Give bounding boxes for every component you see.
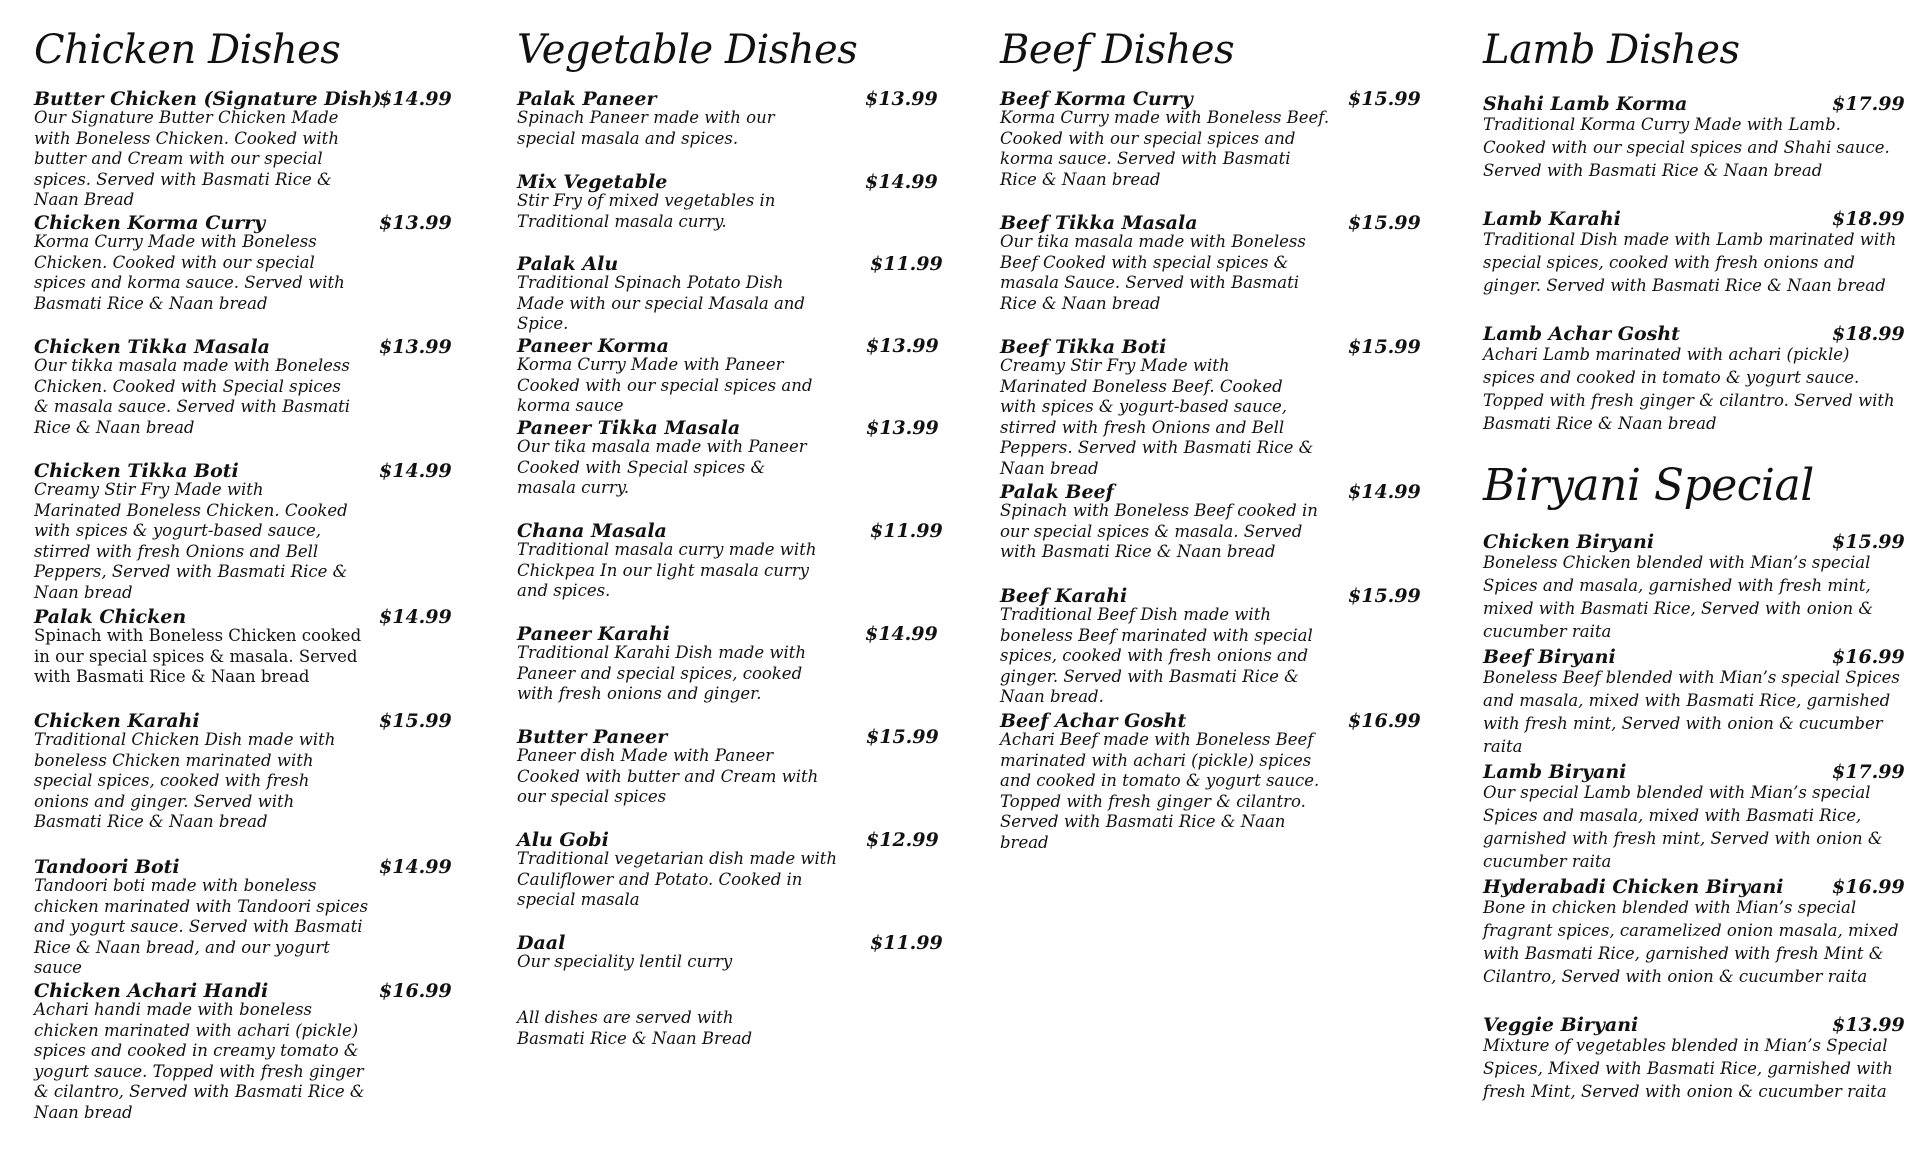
- item-description: Traditional Beef Dish made with boneless Beef marinated with special spices, cooked with fresh onions and ginger. Served with Basmati Rice & Naan bread.: [1000, 605, 1313, 707]
- item-description: Traditional Chicken Dish made with boneless Chicken marinated with special spices, cooked with fresh onions and ginger. Served with Basmati Rice & Naan bread: [34, 730, 336, 832]
- item-description: Bone in chicken blended with Mian’s special fragrant spices, caramelized onion masala, mixed with Basmati Rice, garnished with fresh Mint & Cilantro, Served with onion & cucumber raita: [1483, 898, 1899, 986]
- item-price: $14.99: [865, 171, 938, 193]
- item-price: $12.99: [866, 829, 939, 851]
- item-name: Chicken Tikka Boti: [34, 460, 239, 482]
- item-name: Chana Masala: [517, 520, 667, 542]
- item-price: $14.99: [865, 623, 938, 645]
- item-description: Achari Lamb marinated with achari (pickle) spices and cooked in tomato & yogurt sauce. Topped with fresh ginger & cilantro. Served with Basmati Rice & Naan bread: [1483, 345, 1895, 433]
- item-price: $16.99: [1832, 646, 1905, 668]
- item-description: Creamy Stir Fry Made with Marinated Boneless Beef. Cooked with spices & yogurt-based sauce, stirred with fresh Onions and Bell Peppers. Served with Basmati Rice & Naan bread: [1000, 356, 1314, 478]
- item-name: Chicken Korma Curry: [34, 212, 266, 234]
- item-name: Beef Tikka Boti: [1000, 336, 1167, 358]
- item-price: $13.99: [1832, 1014, 1905, 1036]
- item-price: $17.99: [1832, 761, 1905, 783]
- item-description: Tandoori boti made with boneless chicken marinated with Tandoori spices and yogurt sauce. Served with Basmati Rice & Naan bread, and our yogurt sauce: [34, 876, 369, 978]
- item-name: Lamb Achar Gosht: [1483, 323, 1680, 345]
- item-description: Traditional Korma Curry Made with Lamb. Cooked with our special spices and Shahi sauce. Served with Basmati Rice & Naan bread: [1483, 115, 1890, 180]
- item-name: Butter Paneer: [517, 726, 668, 748]
- item-price: $11.99: [870, 932, 943, 954]
- item-name: Beef Tikka Masala: [1000, 212, 1198, 234]
- item-description: Our special Lamb blended with Mian’s special Spices and masala, mixed with Basmati Rice, garnished with fresh mint, Served with onion & cucumber raita: [1483, 783, 1883, 871]
- item-price: $13.99: [866, 335, 939, 357]
- item-name: Chicken Karahi: [34, 710, 200, 732]
- item-price: $13.99: [866, 417, 939, 439]
- note-line: Basmati Rice & Naan Bread: [517, 1028, 753, 1048]
- item-price: $14.99: [379, 460, 452, 482]
- item-price: $15.99: [1348, 336, 1421, 358]
- item-price: $13.99: [865, 88, 938, 110]
- item-name: Palak Paneer: [517, 88, 657, 110]
- item-description: Spinach with Boneless Chicken cooked in our special spices & masala. Served with Basmati Rice & Naan bread: [34, 626, 362, 687]
- item-price: $17.99: [1832, 93, 1905, 115]
- item-name: Paneer Korma: [517, 335, 669, 357]
- chicken-section-title: Chicken Dishes: [34, 27, 341, 73]
- note-line: All dishes are served with: [517, 1008, 734, 1027]
- item-name: Chicken Achari Handi: [34, 980, 269, 1002]
- item-description: Traditional Karahi Dish made with Paneer and special spices, cooked with fresh onions and ginger.: [517, 643, 806, 704]
- item-name: Palak Alu: [517, 253, 619, 275]
- item-name: Lamb Karahi: [1483, 208, 1621, 230]
- item-name: Chicken Biryani: [1483, 531, 1655, 553]
- item-name: Hyderabadi Chicken Biryani: [1483, 876, 1784, 898]
- beef-section-title: Beef Dishes: [1000, 27, 1235, 73]
- item-price: $13.99: [379, 336, 452, 358]
- item-description: Our tika masala made with Boneless Beef Cooked with special spices & masala Sauce. Served with Basmati Rice & Naan bread: [1000, 232, 1306, 313]
- item-price: $14.99: [1348, 481, 1421, 503]
- item-price: $15.99: [1348, 88, 1421, 110]
- item-description: Paneer dish Made with Paneer Cooked with butter and Cream with our special spices: [517, 746, 819, 807]
- item-description: Korma Curry Made with Paneer Cooked with our special spices and korma sauce: [517, 355, 813, 416]
- served-with-note: [517, 1008, 752, 1049]
- lamb-section-title: Lamb Dishes: [1483, 27, 1740, 73]
- item-name: Shahi Lamb Korma: [1483, 93, 1688, 115]
- item-name: Paneer Tikka Masala: [517, 417, 741, 439]
- item-price: $15.99: [866, 726, 939, 748]
- item-description: Our Signature Butter Chicken Made with Boneless Chicken. Cooked with butter and Cream with our special spices. Served with Basmati Rice & Naan Bread: [34, 108, 339, 210]
- item-name: Chicken Tikka Masala: [34, 336, 270, 358]
- vegetable-section-title: Vegetable Dishes: [517, 27, 858, 73]
- item-price: $18.99: [1832, 208, 1905, 230]
- item-price: $15.99: [1348, 585, 1421, 607]
- item-name: Veggie Biryani: [1483, 1014, 1639, 1036]
- item-description: Traditional Dish made with Lamb marinated with special spices, cooked with fresh onions and ginger. Served with Basmati Rice & Naan bread: [1483, 230, 1897, 295]
- item-price: $15.99: [1348, 212, 1421, 234]
- item-price: $11.99: [870, 253, 943, 275]
- item-description: Traditional vegetarian dish made with Cauliflower and Potato. Cooked in special masala: [517, 849, 838, 910]
- item-description: Creamy Stir Fry Made with Marinated Boneless Chicken. Cooked with spices & yogurt-based sauce, stirred with fresh Onions and Bell Peppers, Served with Basmati Rice & Naan bread: [34, 480, 348, 602]
- item-description: Our tikka masala made with Boneless Chicken. Cooked with Special spices & masala sauce. Served with Basmati Rice & Naan bread: [34, 356, 351, 437]
- item-description: Boneless Beef blended with Mian’s special Spices and masala, mixed with Basmati Rice, garnished with fresh mint, Served with onion & cucumber raita: [1483, 668, 1900, 756]
- item-description: Boneless Chicken blended with Mian’s special Spices and masala, garnished with fresh mint, mixed with Basmati Rice, Served with onion & cucumber raita: [1483, 553, 1874, 641]
- item-name: Beef Biryani: [1483, 646, 1616, 668]
- item-name: Beef Karahi: [1000, 585, 1128, 607]
- item-price: $13.99: [379, 212, 452, 234]
- item-name: Beef Korma Curry: [1000, 88, 1193, 110]
- item-name: Paneer Karahi: [517, 623, 670, 645]
- item-price: $11.99: [870, 520, 943, 542]
- item-name: Daal: [517, 932, 566, 954]
- item-description: Korma Curry Made with Boneless Chicken. Cooked with our special spices and korma sauce. Served with Basmati Rice & Naan bread: [34, 232, 345, 313]
- item-name: Beef Achar Gosht: [1000, 710, 1187, 732]
- item-name: Tandoori Boti: [34, 856, 180, 878]
- item-price: $14.99: [379, 606, 452, 628]
- item-name: Palak Beef: [1000, 481, 1114, 503]
- item-description: Traditional masala curry made with Chickpea In our light masala curry and spices.: [517, 540, 817, 601]
- item-name: Lamb Biryani: [1483, 761, 1627, 783]
- item-price: $16.99: [379, 980, 452, 1002]
- item-description: Spinach with Boneless Beef cooked in our special spices & masala. Served with Basmati Rice & Naan bread: [1000, 501, 1318, 562]
- item-price: $18.99: [1832, 323, 1905, 345]
- item-name: Butter Chicken (Signature Dish): [34, 88, 382, 110]
- item-price: $16.99: [1348, 710, 1421, 732]
- item-name: Alu Gobi: [517, 829, 609, 851]
- item-description: Korma Curry made with Boneless Beef. Cooked with our special spices and korma sauce. Served with Basmati Rice & Naan bread: [1000, 108, 1330, 189]
- item-description: Our speciality lentil curry: [517, 952, 733, 971]
- item-price: $14.99: [379, 856, 452, 878]
- item-description: Achari handi made with boneless chicken marinated with achari (pickle) spices and cooked in creamy tomato & yogurt sauce. Topped with fresh ginger & cilantro, Served with Basmati Rice & Naan bread: [34, 1000, 365, 1122]
- item-name: Palak Chicken: [34, 606, 187, 628]
- item-description: Spinach Paneer made with our special masala and spices.: [517, 108, 775, 148]
- item-name: Mix Vegetable: [517, 171, 668, 193]
- item-description: Traditional Spinach Potato Dish Made with our special Masala and Spice.: [517, 273, 805, 334]
- biryani-section-title: Biryani Special: [1483, 460, 1814, 511]
- item-price: $15.99: [379, 710, 452, 732]
- item-description: Stir Fry of mixed vegetables in Traditional masala curry.: [517, 191, 776, 231]
- item-price: $16.99: [1832, 876, 1905, 898]
- item-price: $15.99: [1832, 531, 1905, 553]
- item-price: $14.99: [379, 88, 452, 110]
- item-description: Achari Beef made with Boneless Beef marinated with achari (pickle) spices and cooked in tomato & yogurt sauce. Topped with fresh ginger & cilantro. Served with Basmati Rice & Naan bread: [1000, 730, 1320, 852]
- item-description: Mixture of vegetables blended in Mian’s Special Spices, Mixed with Basmati Rice, garnished with fresh Mint, Served with onion & cucumber raita: [1483, 1036, 1893, 1101]
- item-description: Our tika masala made with Paneer Cooked with Special spices & masala curry.: [517, 437, 807, 498]
